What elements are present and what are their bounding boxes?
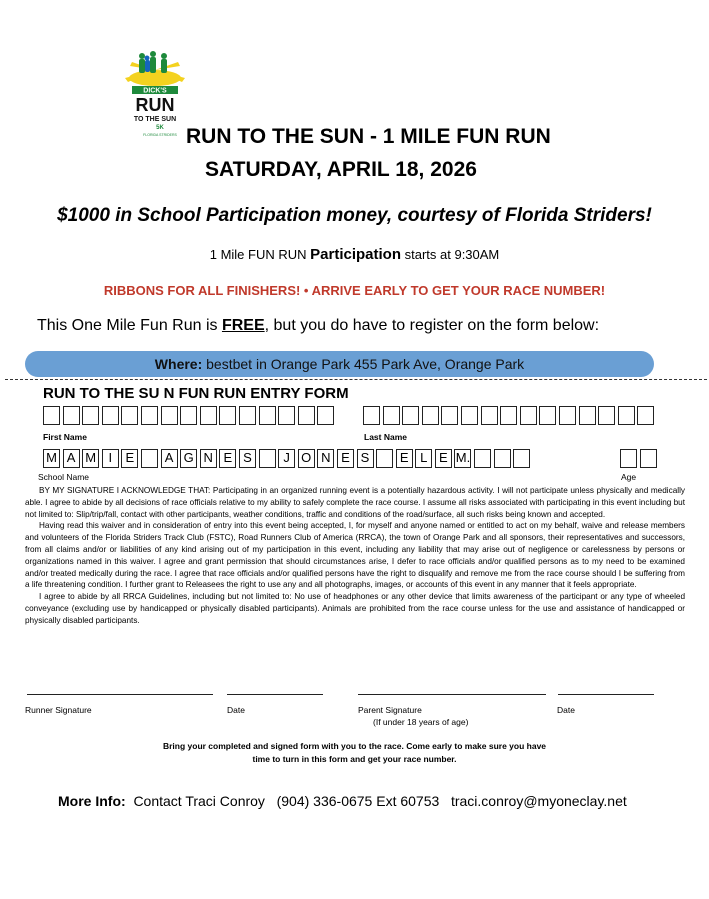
letter-box[interactable] xyxy=(278,406,295,425)
contact-name: Contact Traci Conroy xyxy=(133,793,265,809)
where-value: bestbet in Orange Park 455 Park Ave, Orange Park xyxy=(202,356,525,372)
cut-line xyxy=(5,379,707,380)
letter-box[interactable] xyxy=(598,406,615,425)
contact-phone: (904) 336-0675 Ext 60753 xyxy=(276,793,440,809)
more-info xyxy=(58,793,627,809)
letter-box[interactable]: A xyxy=(161,449,178,468)
letter-box[interactable]: J xyxy=(278,449,295,468)
letter-box[interactable] xyxy=(559,406,576,425)
parent-signature-line[interactable] xyxy=(358,694,546,695)
letter-box[interactable]: E xyxy=(337,449,354,468)
runner-signature-line[interactable] xyxy=(27,694,213,695)
logo-line4: 5K xyxy=(156,125,164,131)
waiver-text xyxy=(25,485,685,627)
letter-box[interactable] xyxy=(200,406,217,425)
letter-box[interactable] xyxy=(579,406,596,425)
letter-box[interactable] xyxy=(376,449,393,468)
free-notice: This One Mile Fun Run is FREE, but you do have to register on the form below: xyxy=(37,317,600,334)
free-word: FREE xyxy=(221,317,265,334)
where-banner xyxy=(25,351,654,377)
letter-box[interactable]: A xyxy=(63,449,80,468)
letter-box[interactable] xyxy=(63,406,80,425)
letter-box[interactable] xyxy=(481,406,498,425)
bring-form-notice xyxy=(0,740,709,766)
ribbons-notice: RIBBONS FOR ALL FINISHERS! • ARRIVE EARLY TO GET YOUR RACE NUMBER! xyxy=(103,283,606,298)
letter-box[interactable] xyxy=(620,449,637,468)
letter-box[interactable] xyxy=(383,406,400,425)
letter-box[interactable] xyxy=(539,406,556,425)
letter-box[interactable] xyxy=(402,406,419,425)
logo-line5: FLORIDA STRIDERS xyxy=(143,133,177,137)
logo-line2: RUN xyxy=(135,95,175,115)
letter-box[interactable] xyxy=(161,406,178,425)
letter-box[interactable]: E xyxy=(121,449,138,468)
letter-box[interactable] xyxy=(500,406,517,425)
letter-box[interactable] xyxy=(637,406,654,425)
letter-box[interactable] xyxy=(461,406,478,425)
letter-box[interactable] xyxy=(317,406,334,425)
school-name-boxes[interactable] xyxy=(43,449,533,468)
participation-money: $1000 in School Participation money, courtesy of Florida Striders! xyxy=(57,205,652,226)
age-boxes[interactable] xyxy=(620,449,659,468)
letter-box[interactable] xyxy=(618,406,635,425)
parent-signature-label: Parent Signature xyxy=(358,705,422,715)
runner-date-line[interactable] xyxy=(227,694,323,695)
letter-box[interactable] xyxy=(121,406,138,425)
letter-box[interactable]: G xyxy=(180,449,197,468)
school-name-label: School Name xyxy=(38,472,90,482)
letter-box[interactable] xyxy=(102,406,119,425)
parent-signature-note: (If under 18 years of age) xyxy=(373,717,469,727)
where-label: Where: xyxy=(154,356,203,372)
letter-box[interactable] xyxy=(640,449,657,468)
letter-box[interactable]: N xyxy=(317,449,334,468)
first-name-label: First Name xyxy=(43,432,87,442)
logo-line3: TO THE SUN xyxy=(133,116,177,123)
letter-box[interactable] xyxy=(43,406,60,425)
runners-icon xyxy=(139,51,167,73)
event-title: RUN TO THE SUN - 1 MILE FUN RUN xyxy=(186,125,551,148)
age-label: Age xyxy=(621,472,637,482)
letter-box[interactable] xyxy=(239,406,256,425)
letter-box[interactable]: E xyxy=(396,449,413,468)
letter-box[interactable] xyxy=(180,406,197,425)
letter-box[interactable] xyxy=(298,406,315,425)
letter-box[interactable]: E xyxy=(219,449,236,468)
letter-box[interactable] xyxy=(141,406,158,425)
letter-box[interactable] xyxy=(259,449,276,468)
bring-line-2: time to turn in this form and get your race number. xyxy=(252,754,457,764)
last-name-label: Last Name xyxy=(364,432,407,442)
runner-signature-label: Runner Signature xyxy=(25,705,92,715)
waiver-paragraph-2: Having read this waiver and in consideration of entry into this event being accepted, I, for myself and anyone named or entitled to act on my behalf, waive and release members and volunteers of the Florida Striders Track Club (FSTC), Road Runners Club of America (RRCA), the town of Orange Park and all sponsors, their representatives and successors, from all claims and/or or liabilities of any kind arising out of my participation in this event, including any liability that may arise out of negligence or carelessness by persons or organizations named in this waiver. I agree and grant permission that should circumstances arise, I defer to race officials and/or qualified persons as to my need to be examined and/or treated medically during the race. I agree that race officials and/or qualified persons have the right to disqualify and remove me from the race course should I be suffering from a life threatening condition. I further grant to Releasees the right to use any and all photographs, images, or accounts of this event in any manner that it feels appropriate. xyxy=(25,521,685,590)
letter-box[interactable] xyxy=(141,449,158,468)
parent-date-line[interactable] xyxy=(558,694,654,695)
letter-box[interactable]: S xyxy=(357,449,374,468)
entry-form-title: RUN TO THE SU N FUN RUN ENTRY FORM xyxy=(43,385,349,402)
logo-line1: DICK'S xyxy=(143,87,167,95)
letter-box[interactable]: O xyxy=(298,449,315,468)
letter-box[interactable]: M xyxy=(82,449,99,468)
letter-box[interactable] xyxy=(441,406,458,425)
letter-box[interactable]: M xyxy=(43,449,60,468)
letter-box[interactable] xyxy=(422,406,439,425)
letter-box[interactable]: I xyxy=(102,449,119,468)
letter-box[interactable] xyxy=(219,406,236,425)
letter-box[interactable]: S xyxy=(239,449,256,468)
first-name-boxes[interactable] xyxy=(43,406,337,425)
letter-box[interactable] xyxy=(513,449,530,468)
bring-line-1: Bring your completed and signed form with you to the race. Come early to make sure you have xyxy=(162,741,547,751)
letter-box[interactable] xyxy=(363,406,380,425)
letter-box[interactable]: M. xyxy=(454,449,471,468)
last-name-boxes[interactable] xyxy=(363,406,657,425)
run-to-the-sun-logo xyxy=(120,50,190,150)
waiver-paragraph-3: I agree to abide by all RRCA Guidelines, including but not limited to: No use of headphones or any other device that limits awareness of the participant or any type of wheeled conveyance (excluding use by handicapped or physically disabled participants). Animals are prohibited from the race course unless for the use and assistance of handicapped or physically disabled participants. xyxy=(25,592,685,625)
letter-box[interactable]: L xyxy=(415,449,432,468)
start-participation: Participation xyxy=(310,246,401,263)
runner-date-label: Date xyxy=(227,705,245,715)
contact-email[interactable]: traci.conroy@myoneclay.net xyxy=(450,793,627,809)
more-info-label: More Info: xyxy=(58,793,126,809)
letter-box[interactable] xyxy=(520,406,537,425)
waiver-paragraph-1: BY MY SIGNATURE I ACKNOWLEDGE THAT: Participating in an organized running event is a potentially hazardous activity. I will not participate unless physically and medically able. I agree to abide by all decisions of race officials relative to my ability to safely complete the race course. I assume all risks associated with participating in this event including but not limited to: Slip/trip/fall, contact with other participants, weather conditions, traffic and conditions of the road/surface, all such risks being known and accepted. xyxy=(25,486,685,519)
letter-box[interactable]: E xyxy=(435,449,452,468)
letter-box[interactable] xyxy=(259,406,276,425)
event-date: SATURDAY, APRIL 18, 2026 xyxy=(205,158,477,181)
letter-box[interactable]: N xyxy=(200,449,217,468)
letter-box[interactable] xyxy=(82,406,99,425)
start-time: 1 Mile FUN RUN Participation starts at 9:30AM xyxy=(209,246,500,263)
letter-box[interactable] xyxy=(474,449,491,468)
letter-box[interactable] xyxy=(494,449,511,468)
parent-date-label: Date xyxy=(557,705,575,715)
